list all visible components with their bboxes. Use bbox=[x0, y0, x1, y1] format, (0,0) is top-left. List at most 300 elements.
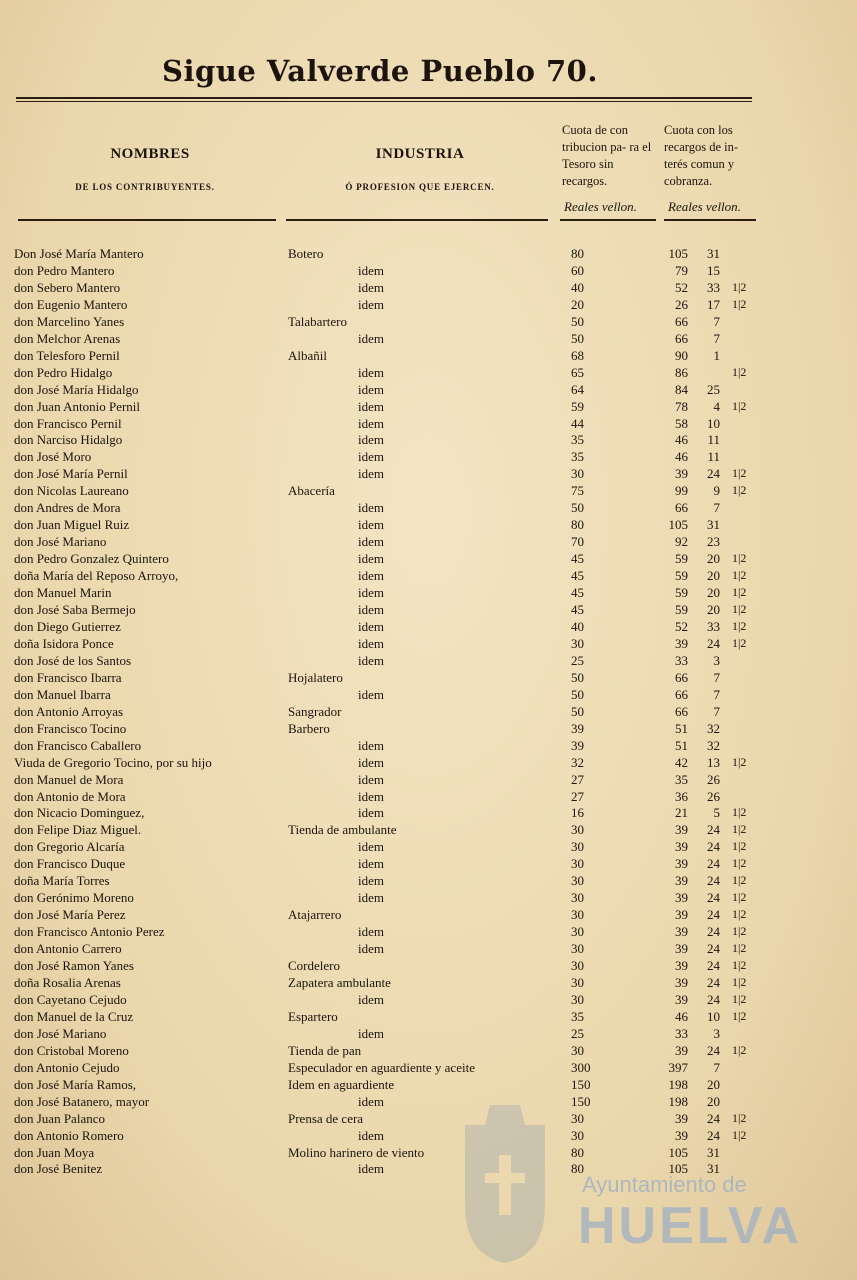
cuota-con-recargos-reales: 39 bbox=[675, 873, 688, 889]
table-row bbox=[0, 499, 857, 516]
header-industria-sub: Ó PROFESION QUE EJERCEN. bbox=[345, 182, 495, 192]
cuota-con-recargos-reales: 39 bbox=[675, 941, 688, 957]
table-row bbox=[0, 296, 857, 313]
cuota-con-recargos-maravedis: 15 bbox=[707, 262, 720, 278]
cuota-con-recargos-reales: 39 bbox=[675, 1110, 688, 1126]
table-row bbox=[0, 448, 857, 465]
table-row bbox=[0, 313, 857, 330]
contributor-name: don José Ramon Yanes bbox=[14, 958, 134, 974]
table-row bbox=[0, 957, 857, 974]
cuota-con-recargos-maravedis: 3 bbox=[713, 652, 720, 668]
industry: idem bbox=[358, 839, 384, 855]
cuota-sin-recargos: 68 bbox=[571, 347, 584, 363]
contributor-name: don Manuel de Mora bbox=[14, 771, 124, 787]
table-row bbox=[0, 482, 857, 499]
cuota-con-recargos-reales: 78 bbox=[675, 398, 688, 414]
cuota-fraction: 1|2 bbox=[732, 991, 747, 1006]
cuota-sin-recargos: 39 bbox=[571, 737, 584, 753]
cuota-con-recargos-reales: 39 bbox=[675, 958, 688, 974]
cuota-con-recargos-reales: 59 bbox=[675, 568, 688, 584]
contributors-table bbox=[0, 245, 857, 1177]
cuota-fraction: 1|2 bbox=[732, 907, 747, 922]
industry: idem bbox=[358, 771, 384, 787]
industry: idem bbox=[358, 805, 384, 821]
cuota-fraction: 1|2 bbox=[732, 839, 747, 854]
cuota-sin-recargos: 35 bbox=[571, 449, 584, 465]
cuota-sin-recargos: 80 bbox=[571, 1161, 584, 1177]
cuota-con-recargos-maravedis: 32 bbox=[707, 737, 720, 753]
cuota-fraction: 1|2 bbox=[732, 1110, 747, 1125]
cuota-sin-recargos: 45 bbox=[571, 568, 584, 584]
industry: Botero bbox=[288, 246, 324, 261]
cuota-con-recargos-reales: 84 bbox=[675, 381, 688, 397]
table-row bbox=[0, 635, 857, 652]
cuota-sin-recargos: 30 bbox=[571, 1110, 584, 1126]
cuota-fraction: 1|2 bbox=[732, 1008, 747, 1023]
cuota-con-recargos-maravedis: 24 bbox=[707, 924, 720, 940]
cuota-con-recargos-maravedis: 31 bbox=[707, 517, 720, 533]
industry: idem bbox=[358, 602, 384, 618]
cuota-sin-recargos: 50 bbox=[571, 669, 584, 685]
cuota-sin-recargos: 300 bbox=[571, 1059, 591, 1075]
industry: idem bbox=[358, 398, 384, 414]
cuota-con-recargos-maravedis: 5 bbox=[713, 805, 720, 821]
header-nombres-sub: DE LOS CONTRIBUYENTES. bbox=[75, 182, 215, 192]
industry: idem bbox=[358, 381, 384, 397]
table-row bbox=[0, 465, 857, 482]
cuota-con-recargos-reales: 33 bbox=[675, 652, 688, 668]
industry: idem bbox=[358, 279, 384, 295]
contributor-name: don José Mariano bbox=[14, 1025, 107, 1041]
cuota-con-recargos-maravedis: 7 bbox=[713, 703, 720, 719]
cuota-fraction: 1|2 bbox=[732, 924, 747, 939]
industry: idem bbox=[358, 432, 384, 448]
cuota-con-recargos-maravedis: 7 bbox=[713, 330, 720, 346]
contributor-name: doña María Torres bbox=[14, 873, 110, 889]
contributor-name: don Francisco Ibarra bbox=[14, 669, 122, 685]
cuota-con-recargos-reales: 397 bbox=[668, 1059, 688, 1075]
cuota-sin-recargos: 30 bbox=[571, 941, 584, 957]
table-row bbox=[0, 940, 857, 957]
table-row bbox=[0, 1059, 857, 1076]
watermark-ayuntamiento: Ayuntamiento de bbox=[582, 1172, 747, 1197]
table-row bbox=[0, 618, 857, 635]
industry: idem bbox=[358, 262, 384, 278]
cuota-sin-recargos: 80 bbox=[571, 246, 584, 261]
table-row bbox=[0, 347, 857, 364]
table-row bbox=[0, 330, 857, 347]
cuota-fraction: 1|2 bbox=[732, 618, 747, 633]
table-row bbox=[0, 1144, 857, 1161]
contributor-name: don Andres de Mora bbox=[14, 500, 121, 516]
industry: Tienda de ambulante bbox=[288, 822, 397, 838]
cuota-con-recargos-reales: 36 bbox=[675, 788, 688, 804]
table-row bbox=[0, 652, 857, 669]
contributor-name: don Gerónimo Moreno bbox=[14, 890, 134, 906]
contributor-name: don Juan Miguel Ruiz bbox=[14, 517, 130, 533]
table-row bbox=[0, 1042, 857, 1059]
cuota-con-recargos-maravedis: 20 bbox=[707, 568, 720, 584]
cuota-con-recargos-reales: 39 bbox=[675, 856, 688, 872]
cuota-sin-recargos: 50 bbox=[571, 686, 584, 702]
contributor-name: don José María Hidalgo bbox=[14, 381, 139, 397]
cuota-fraction: 1|2 bbox=[732, 364, 747, 379]
cuota-fraction: 1|2 bbox=[732, 635, 747, 650]
industry: Sangrador bbox=[288, 703, 342, 719]
cuota-fraction: 1|2 bbox=[732, 466, 747, 481]
cuota-fraction: 1|2 bbox=[732, 568, 747, 583]
table-row bbox=[0, 516, 857, 533]
cuota-con-recargos-maravedis: 10 bbox=[707, 415, 720, 431]
cuota-con-recargos-reales: 198 bbox=[668, 1076, 688, 1092]
cuota-sin-recargos: 30 bbox=[571, 856, 584, 872]
cuota-con-recargos-maravedis: 26 bbox=[707, 771, 720, 787]
table-row bbox=[0, 720, 857, 737]
cuota-con-recargos-reales: 39 bbox=[675, 822, 688, 838]
industry: idem bbox=[358, 856, 384, 872]
header-nombres: NOMBRES bbox=[110, 146, 190, 162]
contributor-name: don Francisco Duque bbox=[14, 856, 126, 872]
industry: idem bbox=[358, 873, 384, 889]
cuota-con-recargos-maravedis: 20 bbox=[707, 1076, 720, 1092]
industry: Molino harinero de viento bbox=[288, 1144, 425, 1160]
industry: Talabartero bbox=[288, 313, 347, 329]
cuota-sin-recargos: 35 bbox=[571, 1008, 584, 1024]
industry: idem bbox=[358, 364, 384, 380]
cuota-con-recargos-reales: 26 bbox=[675, 296, 688, 312]
cuota-fraction: 1|2 bbox=[732, 941, 747, 956]
contributor-name: don José Moro bbox=[14, 449, 92, 465]
contributor-name: don Eugenio Mantero bbox=[14, 296, 128, 312]
cuota-con-recargos-reales: 46 bbox=[675, 449, 688, 465]
cuota-fraction: 1|2 bbox=[732, 1042, 747, 1057]
cuota-sin-recargos: 80 bbox=[571, 1144, 584, 1160]
cuota-con-recargos-reales: 46 bbox=[675, 432, 688, 448]
cuota-con-recargos-reales: 52 bbox=[675, 618, 688, 634]
cuota-sin-recargos: 75 bbox=[571, 483, 584, 499]
table-row bbox=[0, 245, 857, 262]
table-row bbox=[0, 686, 857, 703]
title-rule bbox=[16, 97, 752, 99]
cuota-fraction: 1|2 bbox=[732, 398, 747, 413]
table-row bbox=[0, 804, 857, 821]
industry: idem bbox=[358, 415, 384, 431]
contributor-name: don José María Pernil bbox=[14, 466, 128, 482]
table-row bbox=[0, 889, 857, 906]
cuota-con-recargos-maravedis: 20 bbox=[707, 602, 720, 618]
cuota-fraction: 1|2 bbox=[732, 856, 747, 871]
contributor-name: don Felipe Diaz Miguel. bbox=[14, 822, 142, 838]
table-row bbox=[0, 906, 857, 923]
page-title: Sigue Valverde Pueblo 70. bbox=[162, 54, 598, 88]
cuota-con-recargos-reales: 39 bbox=[675, 991, 688, 1007]
cuota-con-recargos-reales: 51 bbox=[675, 720, 688, 736]
cuota-sin-recargos: 35 bbox=[571, 432, 584, 448]
table-row bbox=[0, 550, 857, 567]
industry: idem bbox=[358, 941, 384, 957]
cuota-sin-recargos: 30 bbox=[571, 924, 584, 940]
cuota-con-recargos-maravedis: 1 bbox=[713, 347, 720, 363]
industry: idem bbox=[358, 890, 384, 906]
header-cuota-con-recargos: Cuota con los recargos de in- terés comun y cobranza. bbox=[664, 123, 739, 188]
table-row bbox=[0, 431, 857, 448]
industry: idem bbox=[358, 551, 384, 567]
industry: idem bbox=[358, 737, 384, 753]
industry: Prensa de cera bbox=[288, 1110, 364, 1126]
contributor-name: doña Rosalia Arenas bbox=[14, 974, 121, 990]
cuota-sin-recargos: 27 bbox=[571, 788, 584, 804]
contributor-name: don Pedro Mantero bbox=[14, 262, 115, 278]
watermark-huelva: HUELVA bbox=[578, 1197, 803, 1255]
contributor-name: don Manuel Ibarra bbox=[14, 686, 111, 702]
cuota-con-recargos-maravedis: 24 bbox=[707, 635, 720, 651]
cuota-sin-recargos: 59 bbox=[571, 398, 584, 414]
contributor-name: don Cayetano Cejudo bbox=[14, 991, 127, 1007]
cuota-con-recargos-maravedis: 3 bbox=[713, 1025, 720, 1041]
contributor-name: Don José María Mantero bbox=[14, 246, 144, 261]
cuota-sin-recargos: 30 bbox=[571, 1127, 584, 1143]
cuota-con-recargos-reales: 39 bbox=[675, 466, 688, 482]
industry: idem bbox=[358, 568, 384, 584]
cuota-sin-recargos: 20 bbox=[571, 296, 584, 312]
industry: idem bbox=[358, 991, 384, 1007]
cuota-con-recargos-maravedis: 7 bbox=[713, 313, 720, 329]
table-row bbox=[0, 1127, 857, 1144]
industry: Abacería bbox=[288, 483, 335, 499]
contributor-name: don Marcelino Yanes bbox=[14, 313, 125, 329]
industry: idem bbox=[358, 517, 384, 533]
contributor-name: don Francisco Tocino bbox=[14, 720, 127, 736]
header-cuota-sin-recargos: Cuota de con tribucion pa- ra el Tesoro sin recargos. bbox=[562, 123, 652, 188]
contributor-name: don Manuel de la Cruz bbox=[14, 1008, 134, 1024]
cuota-con-recargos-maravedis: 24 bbox=[707, 907, 720, 923]
contributor-name: doña María del Reposo Arroyo, bbox=[14, 568, 179, 584]
cuota-con-recargos-reales: 99 bbox=[675, 483, 688, 499]
cuota-con-recargos-maravedis: 13 bbox=[707, 754, 720, 770]
industry: idem bbox=[358, 1127, 384, 1143]
cuota-fraction: 1|2 bbox=[732, 1127, 747, 1142]
cuota-con-recargos-reales: 46 bbox=[675, 1008, 688, 1024]
cuota-sin-recargos: 64 bbox=[571, 381, 584, 397]
cuota-con-recargos-reales: 39 bbox=[675, 635, 688, 651]
header-rule-nombres bbox=[18, 219, 276, 221]
industry: idem bbox=[358, 652, 384, 668]
cuota-con-recargos-reales: 39 bbox=[675, 890, 688, 906]
contributor-name: don José Benitez bbox=[14, 1161, 103, 1177]
cuota-con-recargos-maravedis: 24 bbox=[707, 466, 720, 482]
contributor-name: don Antonio Carrero bbox=[14, 941, 122, 957]
cuota-sin-recargos: 30 bbox=[571, 991, 584, 1007]
cuota-con-recargos-reales: 21 bbox=[675, 805, 688, 821]
cuota-con-recargos-maravedis: 7 bbox=[713, 1059, 720, 1075]
table-row bbox=[0, 262, 857, 279]
header-rule-cuota2 bbox=[664, 219, 756, 221]
cuota-con-recargos-maravedis: 4 bbox=[713, 398, 720, 414]
cuota-con-recargos-reales: 79 bbox=[675, 262, 688, 278]
industry: idem bbox=[358, 500, 384, 516]
table-row bbox=[0, 1008, 857, 1025]
cuota-con-recargos-maravedis: 24 bbox=[707, 822, 720, 838]
cuota-fraction: 1|2 bbox=[732, 279, 747, 294]
cuota-con-recargos-maravedis: 7 bbox=[713, 669, 720, 685]
cuota-sin-recargos: 30 bbox=[571, 890, 584, 906]
title-rule-thin bbox=[16, 101, 752, 102]
cuota-con-recargos-maravedis: 31 bbox=[707, 246, 720, 261]
cuota-fraction: 1|2 bbox=[732, 551, 747, 566]
cuota-sin-recargos: 30 bbox=[571, 907, 584, 923]
table-row bbox=[0, 821, 857, 838]
industry: idem bbox=[358, 1093, 384, 1109]
contributor-name: don José María Ramos, bbox=[14, 1076, 137, 1092]
industry: idem bbox=[358, 924, 384, 940]
cuota-fraction: 1|2 bbox=[732, 890, 747, 905]
cuota-con-recargos-maravedis: 11 bbox=[707, 432, 720, 448]
cuota-sin-recargos: 45 bbox=[571, 585, 584, 601]
cuota-con-recargos-reales: 39 bbox=[675, 1042, 688, 1058]
cuota-con-recargos-maravedis: 9 bbox=[713, 483, 720, 499]
cuota-con-recargos-maravedis: 31 bbox=[707, 1144, 720, 1160]
cuota-con-recargos-maravedis: 33 bbox=[707, 618, 720, 634]
header-rule-cuota1 bbox=[560, 219, 656, 221]
industry: idem bbox=[358, 585, 384, 601]
contributor-name: don Juan Antonio Pernil bbox=[14, 398, 141, 414]
table-row bbox=[0, 838, 857, 855]
cuota-sin-recargos: 30 bbox=[571, 635, 584, 651]
contributor-name: Viuda de Gregorio Tocino, por su hijo bbox=[14, 754, 212, 770]
industry: Espartero bbox=[288, 1008, 338, 1024]
table-row bbox=[0, 872, 857, 889]
cuota-sin-recargos: 150 bbox=[571, 1076, 591, 1092]
table-row bbox=[0, 601, 857, 618]
cuota-con-recargos-reales: 59 bbox=[675, 602, 688, 618]
industry: idem bbox=[358, 754, 384, 770]
cuota-con-recargos-maravedis: 20 bbox=[707, 551, 720, 567]
cuota-con-recargos-maravedis: 24 bbox=[707, 1042, 720, 1058]
cuota-sin-recargos: 80 bbox=[571, 517, 584, 533]
header-unit-1: Reales vellon. bbox=[564, 199, 637, 214]
contributor-name: don Nicolas Laureano bbox=[14, 483, 129, 499]
table-row bbox=[0, 364, 857, 381]
contributor-name: don Juan Moya bbox=[14, 1144, 95, 1160]
cuota-con-recargos-maravedis: 24 bbox=[707, 991, 720, 1007]
industry: Cordelero bbox=[288, 958, 340, 974]
cuota-con-recargos-maravedis: 25 bbox=[707, 381, 720, 397]
cuota-con-recargos-maravedis: 33 bbox=[707, 279, 720, 295]
contributor-name: don Juan Palanco bbox=[14, 1110, 105, 1126]
contributor-name: don Cristobal Moreno bbox=[14, 1042, 129, 1058]
cuota-con-recargos-reales: 105 bbox=[668, 1161, 688, 1177]
cuota-con-recargos-reales: 42 bbox=[675, 754, 688, 770]
cuota-con-recargos-maravedis: 24 bbox=[707, 941, 720, 957]
contributor-name: don Antonio de Mora bbox=[14, 788, 126, 804]
cuota-con-recargos-maravedis: 20 bbox=[707, 1093, 720, 1109]
table-row bbox=[0, 788, 857, 805]
table-row bbox=[0, 974, 857, 991]
cuota-con-recargos-reales: 51 bbox=[675, 737, 688, 753]
table-row bbox=[0, 1110, 857, 1127]
cuota-con-recargos-reales: 59 bbox=[675, 585, 688, 601]
industry: Tienda de pan bbox=[288, 1042, 362, 1058]
industry: Albañil bbox=[288, 347, 327, 363]
cuota-sin-recargos: 30 bbox=[571, 873, 584, 889]
contributor-name: don Gregorio Alcaría bbox=[14, 839, 125, 855]
contributor-name: don José Saba Bermejo bbox=[14, 602, 136, 618]
cuota-con-recargos-maravedis: 24 bbox=[707, 873, 720, 889]
cuota-sin-recargos: 50 bbox=[571, 330, 584, 346]
cuota-con-recargos-reales: 198 bbox=[668, 1093, 688, 1109]
cuota-fraction: 1|2 bbox=[732, 873, 747, 888]
table-row bbox=[0, 398, 857, 415]
cuota-sin-recargos: 50 bbox=[571, 703, 584, 719]
cuota-con-recargos-maravedis: 7 bbox=[713, 500, 720, 516]
coat-of-arms-watermark-icon bbox=[455, 1095, 555, 1265]
table-row bbox=[0, 381, 857, 398]
contributor-name: don Antonio Romero bbox=[14, 1127, 124, 1143]
table-row bbox=[0, 991, 857, 1008]
cuota-sin-recargos: 70 bbox=[571, 534, 584, 550]
cuota-con-recargos-reales: 59 bbox=[675, 551, 688, 567]
contributor-name: don Francisco Pernil bbox=[14, 415, 122, 431]
cuota-sin-recargos: 30 bbox=[571, 1042, 584, 1058]
cuota-con-recargos-maravedis: 24 bbox=[707, 890, 720, 906]
cuota-con-recargos-maravedis: 11 bbox=[707, 449, 720, 465]
contributor-name: don Francisco Caballero bbox=[14, 737, 142, 753]
cuota-sin-recargos: 45 bbox=[571, 602, 584, 618]
cuota-fraction: 1|2 bbox=[732, 585, 747, 600]
cuota-sin-recargos: 40 bbox=[571, 618, 584, 634]
cuota-con-recargos-reales: 39 bbox=[675, 1127, 688, 1143]
table-row bbox=[0, 1093, 857, 1110]
cuota-sin-recargos: 25 bbox=[571, 1025, 584, 1041]
cuota-con-recargos-reales: 90 bbox=[675, 347, 688, 363]
industry: idem bbox=[358, 534, 384, 550]
cuota-con-recargos-reales: 86 bbox=[675, 364, 688, 380]
table-row bbox=[0, 669, 857, 686]
cuota-sin-recargos: 27 bbox=[571, 771, 584, 787]
cuota-fraction: 1|2 bbox=[732, 805, 747, 820]
cuota-con-recargos-reales: 66 bbox=[675, 313, 688, 329]
cuota-con-recargos-maravedis: 24 bbox=[707, 1127, 720, 1143]
contributor-name: don Manuel Marin bbox=[14, 585, 112, 601]
contributor-name: don Antonio Cejudo bbox=[14, 1059, 120, 1075]
header-industria: INDUSTRIA bbox=[375, 146, 465, 162]
cuota-con-recargos-maravedis: 24 bbox=[707, 1110, 720, 1126]
industry: idem bbox=[358, 330, 384, 346]
cuota-con-recargos-reales: 39 bbox=[675, 974, 688, 990]
table-row bbox=[0, 1025, 857, 1042]
cuota-con-recargos-reales: 105 bbox=[668, 1144, 688, 1160]
contributor-name: don Telesforo Pernil bbox=[14, 347, 120, 363]
industry: idem bbox=[358, 296, 384, 312]
cuota-con-recargos-maravedis: 17 bbox=[707, 296, 720, 312]
cuota-con-recargos-reales: 92 bbox=[675, 534, 688, 550]
industry: Especulador en aguardiente y aceite bbox=[288, 1059, 475, 1075]
cuota-con-recargos-maravedis: 32 bbox=[707, 720, 720, 736]
industry: idem bbox=[358, 686, 384, 702]
cuota-con-recargos-maravedis: 24 bbox=[707, 974, 720, 990]
table-row bbox=[0, 1076, 857, 1093]
contributor-name: don Pedro Gonzalez Quintero bbox=[14, 551, 169, 567]
industry: Idem en aguardiente bbox=[288, 1076, 395, 1092]
table-row bbox=[0, 855, 857, 872]
cuota-con-recargos-reales: 58 bbox=[675, 415, 688, 431]
industry: idem bbox=[358, 466, 384, 482]
table-row bbox=[0, 584, 857, 601]
table-row bbox=[0, 415, 857, 432]
cuota-con-recargos-reales: 35 bbox=[675, 771, 688, 787]
industry: idem bbox=[358, 788, 384, 804]
cuota-con-recargos-maravedis: 26 bbox=[707, 788, 720, 804]
